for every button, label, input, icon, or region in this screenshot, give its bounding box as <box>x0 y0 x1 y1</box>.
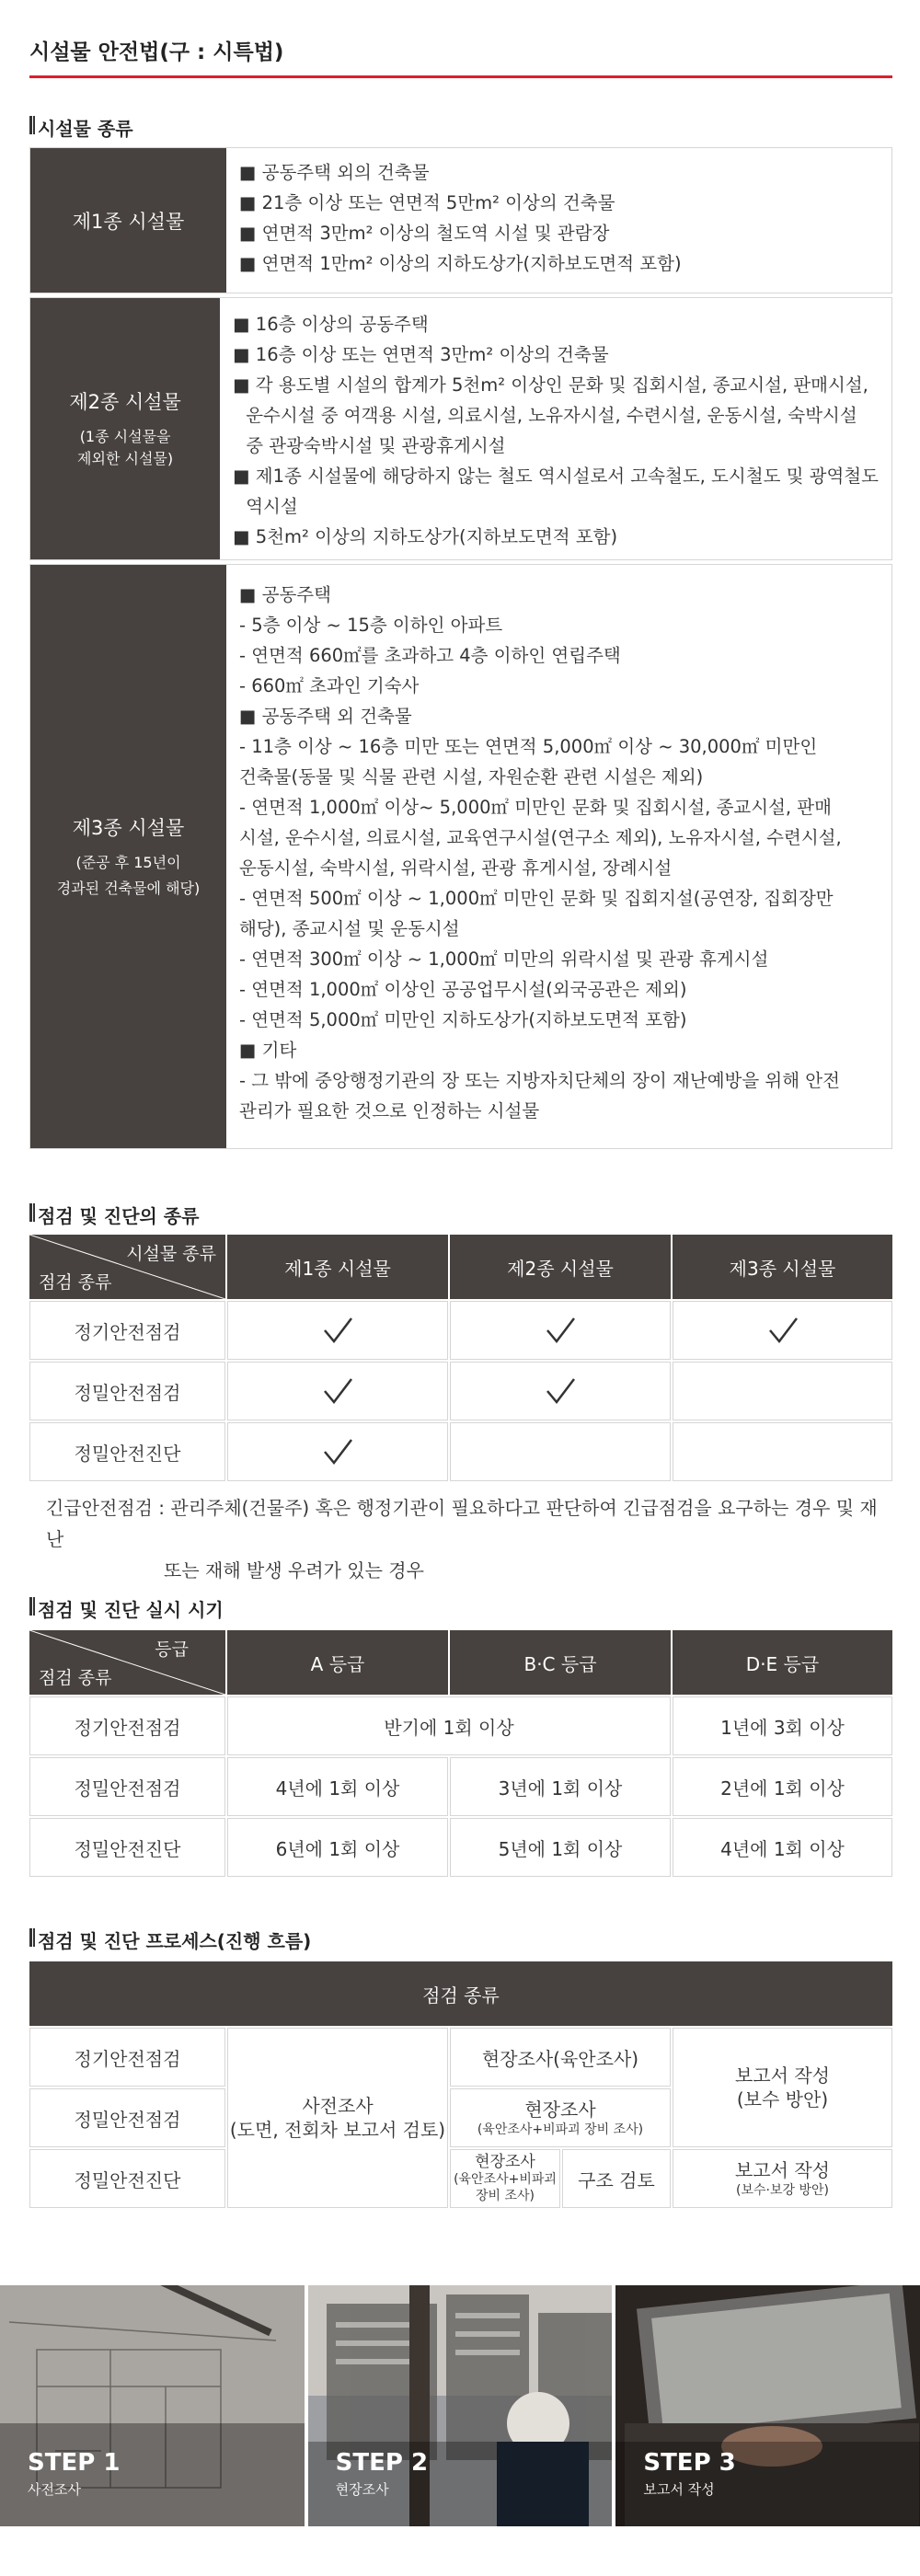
field-survey-cell <box>450 2088 671 2147</box>
check-cell <box>227 1301 448 1360</box>
step-number: STEP 3 <box>643 2449 736 2477</box>
section-heading-process: 점검 및 진단 프로세스(진행 흐름) <box>29 1926 311 1953</box>
field-survey-cell: 현장조사(육안조사) <box>450 2028 671 2087</box>
criteria-line: ■ 5천m² 이상의 지하도상가(지하보도면적 포함) <box>233 526 618 547</box>
section-heading-facility-types: 시설물 종류 <box>29 114 133 141</box>
schedule-cell: 5년에 1회 이상 <box>450 1818 671 1877</box>
facility-type-criteria <box>226 565 891 1148</box>
facility-type-note: (1종 시설물을 <box>79 428 171 445</box>
field-survey-title: 현장조사 <box>475 2153 535 2171</box>
field-survey-cell <box>450 2149 560 2208</box>
criteria-line: 운동시설, 숙박시설, 위락시설, 관광 휴게시설, 장례시설 <box>239 857 673 879</box>
criteria-line: - 연면적 300㎡ 이상 ~ 1,000㎡ 미만의 위락시설 및 관광 휴게시설 <box>239 949 769 970</box>
schedule-cell: 4년에 1회 이상 <box>673 1818 892 1877</box>
schedule-cell: 1년에 3회 이상 <box>673 1696 892 1755</box>
checkmark-icon <box>319 1433 356 1470</box>
report-detail: (보수 방안) <box>736 2088 829 2110</box>
column-header: 제3종 시설물 <box>673 1235 892 1299</box>
row-header: 정밀안전점검 <box>29 2088 225 2147</box>
process-steps <box>0 2285 920 2526</box>
schedule-cell: 2년에 1회 이상 <box>673 1757 892 1816</box>
pre-survey-cell <box>227 2028 448 2208</box>
schedule-cell: 3년에 1회 이상 <box>450 1757 671 1816</box>
check-cell <box>450 1301 671 1360</box>
pre-survey-detail: (도면, 전회차 보고서 검토) <box>229 2119 446 2141</box>
check-cell <box>673 1422 892 1481</box>
corner-header-rows: 점검 종류 <box>39 1272 112 1293</box>
section-heading-inspection-types: 점검 및 진단의 종류 <box>29 1202 199 1228</box>
row-header: 정밀안전점검 <box>29 1362 225 1420</box>
criteria-line: - 연면적 5,000㎡ 미만인 지하도상가(지하보도면적 포함) <box>239 1009 687 1030</box>
checkmark-icon <box>319 1312 356 1349</box>
inspection-types-table <box>29 1235 892 1483</box>
criteria-line: ■ 공동주택 <box>239 584 331 605</box>
row-header: 정밀안전점검 <box>29 1757 225 1816</box>
step-card-3 <box>615 2285 920 2526</box>
report-title: 보고서 작성 <box>735 2159 830 2181</box>
check-cell <box>227 1422 448 1481</box>
criteria-line: 관리가 필요한 것으로 인정하는 시설물 <box>239 1100 540 1121</box>
row-header: 정밀안전진단 <box>29 1818 225 1877</box>
criteria-line: ■ 각 용도별 시설의 합계가 5천m² 이상인 문화 및 집회시설, 종교시설, 판매시설, <box>233 374 868 396</box>
criteria-line: ■ 공동주택 외 건축물 <box>239 706 412 727</box>
schedule-cell: 6년에 1회 이상 <box>227 1818 448 1877</box>
field-survey-detail: (육안조사+비파괴 <box>454 2172 557 2187</box>
title-divider <box>29 75 892 78</box>
step-label: 현장조사 <box>335 2481 389 2498</box>
criteria-line: - 연면적 1,000㎡ 이상인 공공업무시설(외국공관은 제외) <box>239 979 687 1000</box>
facility-types-table <box>29 147 892 1153</box>
criteria-line: - 연면적 500㎡ 이상 ~ 1,000㎡ 미만인 문화 및 집회지설(공연장, 집회장만 <box>239 888 834 909</box>
note-line: 긴급안전점검 : 관리주체(건물주) 혹은 행정기관이 필요하다고 판단하여 긴급점검을 요구하는 경우 및 재난 <box>46 1497 878 1550</box>
row-header: 정기안전점검 <box>29 1301 225 1360</box>
page-title: 시설물 안전법(구 : 시특법) <box>29 40 284 64</box>
criteria-line: ■ 공동주택 외의 건축물 <box>239 162 430 183</box>
criteria-line: ■ 제1종 시설물에 해당하지 않는 철도 역시설로서 고속철도, 도시철도 및 광역철도 <box>233 466 879 487</box>
facility-type-label <box>30 298 220 559</box>
report-cell <box>673 2149 892 2208</box>
facility-type-row <box>29 297 892 560</box>
corner-header-columns: 등급 <box>155 1639 189 1660</box>
report-title: 보고서 작성 <box>735 2064 830 2087</box>
column-header: A 등급 <box>227 1630 448 1695</box>
step-number: STEP 1 <box>28 2449 121 2477</box>
checkmark-icon <box>765 1312 801 1349</box>
criteria-line: 운수시설 중 여객용 시설, 의료시설, 노유자시설, 수련시설, 운동시설, 숙박시설 <box>246 405 857 426</box>
criteria-line: ■ 기타 <box>239 1040 297 1061</box>
criteria-line: 건축물(동물 및 식물 관련 시설, 자원순환 관련 시설은 제외) <box>239 766 704 788</box>
check-cell <box>450 1422 671 1481</box>
emergency-inspection-note <box>46 1492 892 1586</box>
row-header: 정기안전점검 <box>29 1696 225 1755</box>
column-header: 제2종 시설물 <box>450 1235 671 1299</box>
criteria-line: - 연면적 1,000㎡ 이상~ 5,000㎡ 미만인 문화 및 집회시설, 종교시설, 판매 <box>239 797 832 818</box>
field-survey-detail: (육안조사+비파괴 장비 조사) <box>477 2122 644 2137</box>
row-header: 정기안전점검 <box>29 2028 225 2087</box>
report-cell <box>673 2028 892 2147</box>
row-header: 정밀안전진단 <box>29 1422 225 1481</box>
field-survey-detail: 장비 조사) <box>475 2189 535 2203</box>
check-cell <box>673 1301 892 1360</box>
criteria-line: - 5층 이상 ~ 15층 이하인 아파트 <box>239 615 503 636</box>
schedule-cell: 4년에 1회 이상 <box>227 1757 448 1816</box>
checkmark-icon <box>542 1312 579 1349</box>
column-header: D·E 등급 <box>673 1630 892 1695</box>
criteria-line: 역시설 <box>246 496 298 517</box>
check-cell <box>673 1362 892 1420</box>
table-corner-header <box>29 1235 225 1299</box>
facility-type-criteria <box>220 298 891 559</box>
facility-type-note: 경과된 건축물에 해당) <box>56 880 201 897</box>
column-header: B·C 등급 <box>450 1630 671 1695</box>
criteria-line: ■ 연면적 3만m² 이상의 철도역 시설 및 관람장 <box>239 223 610 244</box>
table-corner-header <box>29 1630 225 1695</box>
facility-type-row <box>29 147 892 293</box>
criteria-line: ■ 21층 이상 또는 연면적 5만m² 이상의 건축물 <box>239 192 615 213</box>
step-number: STEP 2 <box>335 2449 429 2477</box>
facility-type-name: 제1종 시설물 <box>72 210 185 233</box>
check-cell <box>450 1362 671 1420</box>
facility-type-row <box>29 564 892 1149</box>
structural-review-cell: 구조 검토 <box>562 2149 671 2208</box>
field-survey-title: 현장조사 <box>524 2099 596 2121</box>
pre-survey-title: 사전조사 <box>302 2095 374 2117</box>
criteria-line: - 연면적 660㎡를 초과하고 4층 이하인 연립주택 <box>239 645 621 666</box>
criteria-line: ■ 16층 이상 또는 연면적 3만m² 이상의 건축물 <box>233 344 609 365</box>
checkmark-icon <box>542 1373 579 1409</box>
facility-type-name: 제2종 시설물 <box>69 391 181 413</box>
criteria-line: - 11층 이상 ~ 16층 미만 또는 연면적 5,000㎡ 이상 ~ 30,000㎡ 미만인 <box>239 736 818 757</box>
facility-type-criteria <box>226 148 891 293</box>
step-label: 보고서 작성 <box>643 2481 715 2498</box>
note-line: 또는 재해 발생 우려가 있는 경우 <box>164 1559 424 1581</box>
process-table-header: 점검 종류 <box>29 1961 892 2026</box>
inspection-schedule-table <box>29 1630 892 1879</box>
facility-type-note: (준공 후 15년이 <box>75 854 181 871</box>
facility-type-note: 제외한 시설물) <box>77 450 174 467</box>
process-table <box>29 1961 892 2212</box>
check-cell <box>227 1362 448 1420</box>
criteria-line: ■ 16층 이상의 공동주택 <box>233 314 429 335</box>
facility-type-name: 제3종 시설물 <box>72 817 185 839</box>
section-heading-inspection-schedule: 점검 및 진단 실시 시기 <box>29 1595 224 1622</box>
step-label: 사전조사 <box>28 2481 81 2498</box>
step-card-2 <box>308 2285 613 2526</box>
column-header: 제1종 시설물 <box>227 1235 448 1299</box>
criteria-line: 중 관광숙박시설 및 관광휴게시설 <box>246 435 506 456</box>
criteria-line: 해당), 종교시설 및 운동시설 <box>239 918 460 939</box>
corner-header-rows: 점검 종류 <box>39 1668 112 1688</box>
facility-type-label <box>30 148 226 293</box>
step-card-1 <box>0 2285 305 2526</box>
report-detail: (보수·보강 방안) <box>736 2183 829 2198</box>
criteria-line: ■ 연면적 1만m² 이상의 지하도상가(지하보도면적 포함) <box>239 253 682 274</box>
criteria-line: - 그 밖에 중앙행정기관의 장 또는 지방자치단체의 장이 재난예방을 위해 안전 <box>239 1070 840 1091</box>
row-header: 정밀안전진단 <box>29 2149 225 2208</box>
criteria-line: 시설, 운수시설, 의료시설, 교육연구시설(연구소 제외), 노유자시설, 수련시설, <box>239 827 842 848</box>
corner-header-columns: 시설물 종류 <box>126 1244 216 1264</box>
criteria-line: - 660㎡ 초과인 기숙사 <box>239 675 420 696</box>
schedule-cell: 반기에 1회 이상 <box>227 1696 671 1755</box>
checkmark-icon <box>319 1373 356 1409</box>
facility-type-label <box>30 565 226 1148</box>
